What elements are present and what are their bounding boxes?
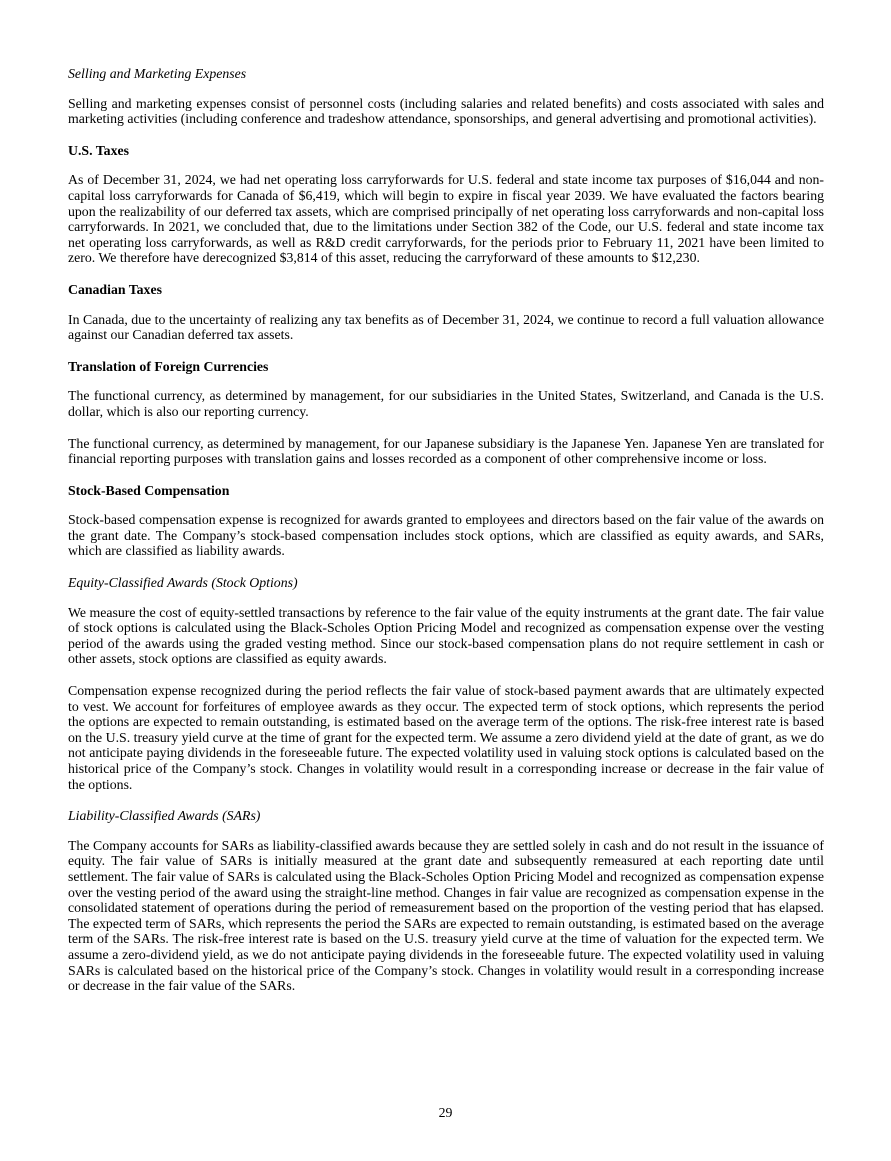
section-heading-selling-marketing: Selling and Marketing Expenses xyxy=(68,66,247,81)
section-heading-equity-awards: Equity-Classified Awards (Stock Options) xyxy=(68,575,298,591)
paragraph-us-taxes: As of December 31, 2024, we had net operating loss carryforwards for U.S. federal and state income tax purposes of $16,044 and non-capital loss carryforwards for Canada of $6,419, which will begin to expire in fiscal year 2039. We have evaluated the factors bearing upon the realizability of our deferred tax assets, which are comprised principally of net operating loss carryforwards and non-capital loss carryforwards. In 2021, we concluded that, due to the limitations under Section 382 of the Code, our U.S. federal and state income tax net operating loss carryforwards, as well as R&D credit carryforwards, for the periods prior to February 11, 2021 have been limited to zero. We therefore have derecognized $3,814 of this asset, reducing the carryforward of these amounts to $12,230. xyxy=(68,172,824,266)
paragraph-equity-awards-2: Compensation expense recognized during the period reflects the fair value of stock-based payment awards that are ultimately expected to vest. We account for forfeitures of employee awards as they occur. The expected term of stock options, which represents the period the options are expected to remain outstanding, is estimated based on the average term of the options. The risk-free interest rate is based on the U.S. treasury yield curve at the time of grant for the expected term. We assume a zero dividend yield at the date of grant, as we do not anticipate paying dividends in the foreseeable future. The expected volatility used in valuing stock options is calculated based on the historical price of the Company’s stock. Changes in volatility would result in a corresponding increase or decrease in the fair value of the options. xyxy=(68,683,824,792)
paragraph-canadian-taxes: In Canada, due to the uncertainty of realizing any tax benefits as of December 31, 2024, we continue to record a full valuation allowance against our Canadian deferred tax assets. xyxy=(68,311,824,343)
document-page xyxy=(68,66,824,1010)
paragraph-equity-awards-1: We measure the cost of equity-settled transactions by reference to the fair value of the equity instruments at the grant date. The fair value of stock options is calculated using the Black-Scholes Option Pricing Model and recognized as compensation expense over the vesting period of the awards using the graded vesting method. Since our stock-based compensation plans do not require settlement in cash or other assets, stock options are classified as equity awards. xyxy=(68,604,824,667)
section-heading-foreign-currencies: Translation of Foreign Currencies xyxy=(68,358,269,374)
section-heading-liability-awards: Liability-Classified Awards (SARs) xyxy=(68,808,261,824)
paragraph-liability-awards: The Company accounts for SARs as liability-classified awards because they are settled solely in cash and do not result in the issuance of equity. The fair value of SARs is initially measured at the grant date and subsequently remeasured at each reporting date until settlement. The fair value of SARs is calculated using the Black-Scholes Option Pricing Model and recognized as compensation expense over the vesting period of the award using the straight-line method. Changes in fair value are recognized as compensation expense in the consolidated statement of operations during the period of remeasurement based on the proportion of the vesting period that has elapsed. The expected term of SARs, which represents the period the SARs are expected to remain outstanding, is estimated based on the average term of the SARs. The risk-free interest rate is based on the U.S. treasury yield curve at the time of valuation for the expected term. We assume a zero-dividend yield, as we do not anticipate paying dividends in the foreseeable future. The expected volatility used in valuing SARs is calculated based on the historical price of the Company’s stock. Changes in volatility would result in a corresponding increase or decrease in the fair value of the SARs. xyxy=(68,837,824,994)
paragraph-selling-marketing: Selling and marketing expenses consist of personnel costs (including salaries and related benefits) and costs associated with sales and marketing activities (including conference and tradeshow attendance, sponsorships, and general advertising and promotional activities). xyxy=(68,95,824,127)
paragraph-stock-based-compensation: Stock-based compensation expense is recognized for awards granted to employees and directors based on the fair value of the awards on the grant date. The Company’s stock-based compensation includes stock options, which are classified as equity awards, and SARs, which are classified as liability awards. xyxy=(68,512,824,559)
section-heading-canadian-taxes: Canadian Taxes xyxy=(68,281,162,297)
paragraph-foreign-currencies-1: The functional currency, as determined by management, for our subsidiaries in the United States, Switzerland, and Canada is the U.S. dollar, which is also our reporting currency. xyxy=(68,388,824,419)
section-heading-us-taxes: U.S. Taxes xyxy=(68,142,129,158)
section-heading-stock-based-compensation: Stock-Based Compensation xyxy=(68,482,230,498)
paragraph-foreign-currencies-2: The functional currency, as determined by management, for our Japanese subsidiary is the Japanese Yen. Japanese Yen are translated for financial reporting purposes with translation gains and losses recorded as a component of other comprehensive income or loss. xyxy=(68,435,824,467)
page-number: 29 xyxy=(438,1105,453,1120)
